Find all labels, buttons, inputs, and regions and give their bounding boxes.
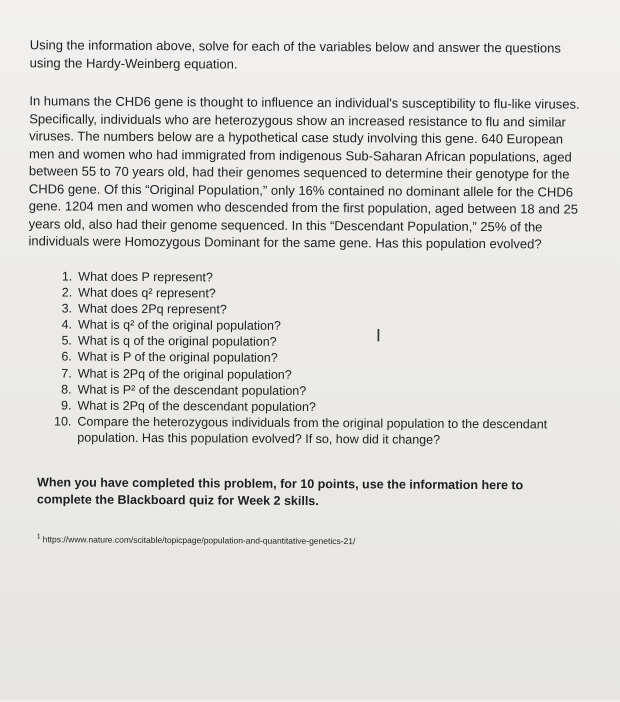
question-number: 8. [61,382,72,397]
question-text: Compare the heterozygous individuals from the original population to the descendant population. Has this population evolved? If so, how did it change? [77,414,548,447]
question-text: What does 2Pq represent? [78,301,227,317]
question-text: What is P of the original population? [77,350,278,366]
footnote [37,531,537,548]
list-item [53,413,573,448]
question-number: 4. [61,317,73,332]
question-number: 1. [61,269,73,284]
question-number: 10. [53,414,72,429]
question-text: What is P² of the descendant population? [77,382,307,398]
footnote-url: https://www.nature.com/scitable/topicpage/population-and-quantitative-genetics-21/ [42,534,356,547]
question-text: What is 2Pq of the original population? [77,366,292,382]
question-number: 6. [61,349,72,365]
question-number: 9. [61,398,72,413]
case-study-paragraph: In humans the CHD6 gene is thought to influence an individual's susceptibility to flu-like viruses. Specifically, individuals who are heterozygous show an increased resistance to flu and similar viruses. The numbers below are a hypothetical case study involving this gene. 640 European men and women who had immigrated from indigenous Sub-Saharan African populations, aged between 55 to 70 years old, had their genomes sequenced to determine their genotype for the CHD6 gene. Of this “Original Population,” only 16% contained no dominant allele for the CHD6 gene. 1204 men and women who descended from the first population, aged between 18 and 25 years old, also had their genome sequenced. In this “Descendant Population,” 25% of the individuals were Homozygous Dominant for the same gene. Has this population evolved? [28,93,580,252]
question-text: What is q² of the original population? [77,317,281,334]
footnote-mark: 1 [36,533,41,541]
question-text: What does q² represent? [78,285,216,301]
question-text: What is 2Pq of the descendant population? [77,398,316,414]
instructions-text: Using the information above, solve for each of the variables below and answer the questions using the Hardy-Weinberg equation. [29,37,561,72]
question-number: 5. [61,333,72,348]
question-list [53,268,574,448]
question-text: What does P represent? [78,269,213,285]
closing-instructions: When you have completed this problem, for 10 points, use the information here to complete the Blackboard quiz for Week 2 skills. [36,475,524,508]
question-text: What is q of the original population? [77,333,277,350]
question-number: 2. [61,285,73,300]
text-cursor-icon: I [375,326,382,347]
question-number: 3. [61,301,73,316]
question-number: 7. [61,366,72,381]
